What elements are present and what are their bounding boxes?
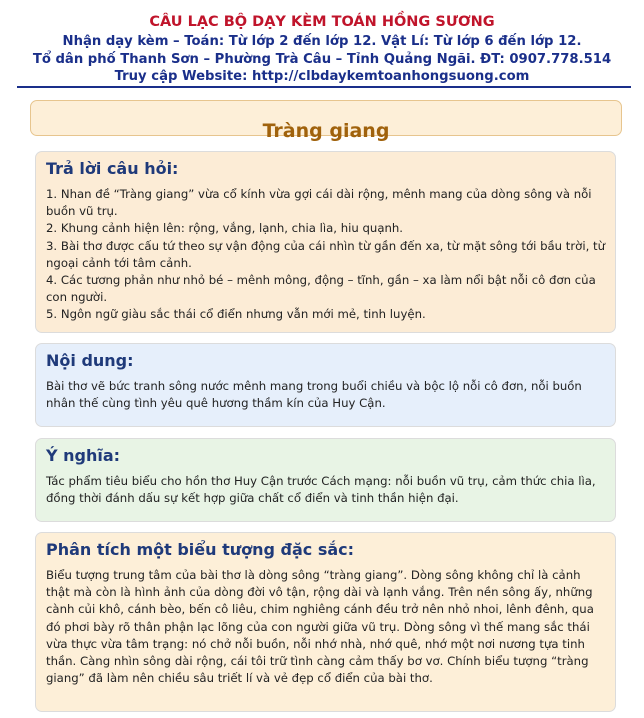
answer-item: 4. Các tương phản như nhỏ bé – mênh mông, động – tĩnh, gần – xa làm nổi bật nỗi cô đơn của con người.	[46, 273, 596, 305]
page-title: Tràng giang	[262, 120, 390, 142]
symbol-text: Biểu tượng trung tâm của bài thơ là dòng sông “tràng giang”. Dòng sông không chỉ là cảnh thật mà còn là hình ảnh của dòng đời vô tận, rộng dài và lạnh vắng. Trên nền sông ấy, những cành củi khô, cánh bèo, bến cô liêu, chim nghiêng cánh đều trở nên nhỏ nhoi, lênh đênh, qua đó phơi bày rõ thân phận lạc lõng của con người giữa vũ trụ. Dòng sông vì thế mang sắc thái vừa thực vừa tâm trạng: nó chở nỗi buồn, nỗi nhớ nhà, nhớ quê, nhớ một nơi nương tựa tinh thần. Càng nhìn sông dài rộng, cái tôi trữ tình càng cảm thấy bơ vơ. Chính biểu tượng “tràng giang” đã làm nên chiều sâu triết lí và vẻ đẹp cổ điển của bài thơ.	[46, 568, 594, 686]
content-text: Bài thơ vẽ bức tranh sông nước mênh mang trong buổi chiều và bộc lộ nỗi cô đơn, nỗi buồn nhân thế cùng tình yêu quê hương thầm kín của Huy Cận.	[46, 379, 582, 411]
answers-list	[46, 186, 605, 324]
answers-card	[35, 151, 616, 333]
subjects-line: Nhận dạy kèm – Toán: Từ lớp 2 đến lớp 12. Vật Lí: Từ lớp 6 đến lớp 12.	[62, 34, 582, 49]
meaning-card	[35, 438, 616, 522]
address-line: Tổ dân phố Thanh Sơn – Phường Trà Câu – Tỉnh Quảng Ngãi. ĐT: 0907.778.514	[32, 51, 612, 67]
content-heading: Nội dung:	[46, 351, 134, 370]
answer-item: 1. Nhan đề “Tràng giang” vừa cổ kính vừa gợi cái dài rộng, mênh mang của dòng sông và nỗi buồn vũ trụ.	[46, 187, 592, 219]
content-card	[35, 343, 616, 427]
page-header	[0, 12, 644, 86]
symbol-heading: Phân tích một biểu tượng đặc sắc:	[46, 540, 355, 559]
answer-item: 5. Ngôn ngữ giàu sắc thái cổ điển nhưng vẫn mới mẻ, tinh luyện.	[46, 307, 426, 322]
website-line: Truy cập Website: http://clbdaykemtoanhongsuong.com	[114, 69, 530, 84]
meaning-text: Tác phẩm tiêu biểu cho hồn thơ Huy Cận trước Cách mạng: nỗi buồn vũ trụ, cảm thức chia lìa, đồng thời đánh dấu sự kết hợp giữa chất cổ điển và tinh thần hiện đại.	[46, 474, 596, 506]
symbol-card	[35, 532, 616, 712]
answers-heading: Trả lời câu hỏi:	[46, 159, 179, 178]
meaning-heading: Ý nghĩa:	[46, 446, 121, 465]
answer-item: 3. Bài thơ được cấu tứ theo sự vận động của cái nhìn từ gần đến xa, từ mặt sông tới bầu trời, từ ngoại cảnh tới tâm cảnh.	[46, 238, 605, 270]
header-divider	[17, 86, 631, 88]
answer-item: 2. Khung cảnh hiện lên: rộng, vắng, lạnh, chia lìa, hiu quạnh.	[46, 221, 404, 236]
title-banner	[30, 100, 622, 142]
club-name: CÂU LẠC BỘ DẠY KÈM TOÁN HỒNG SƯƠNG	[149, 14, 495, 30]
